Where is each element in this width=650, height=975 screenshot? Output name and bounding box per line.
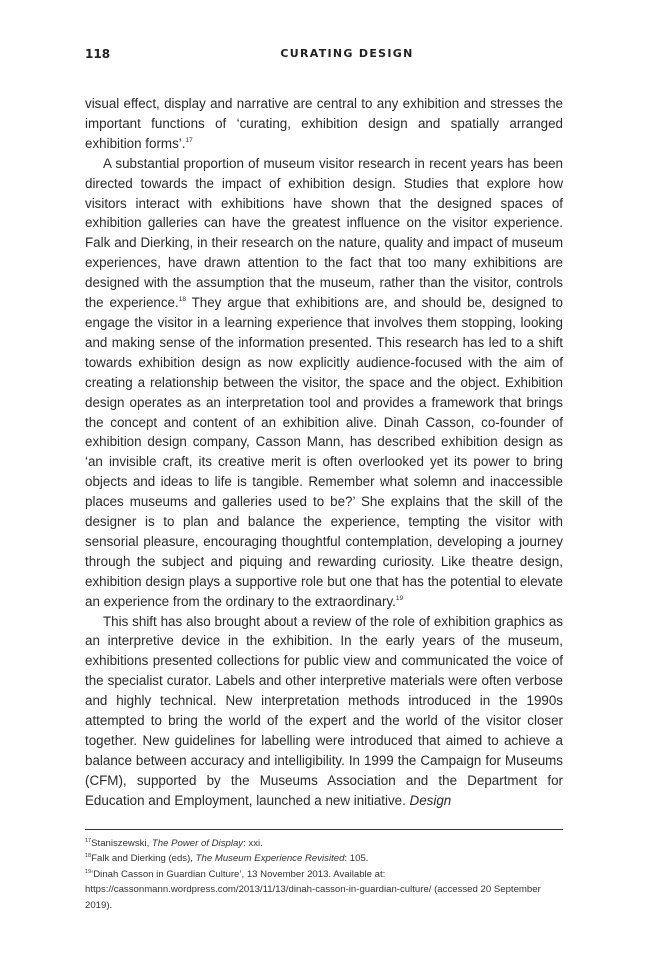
page-header — [85, 47, 565, 65]
text-run: : xxi. — [243, 838, 263, 849]
footnote — [85, 867, 563, 913]
text-run: A substantial proportion of museum visitor research in recent years has been directed towards the impact of exhibition design. Studies that explore how visitors interact with exhibitions have shown that the designed spaces of exhibition galleries can have the greatest influence on the visitor experience. Falk and Dierking, in their research on the nature, quality and impact of museum experiences, have drawn attention to the fact that too many exhibitions are designed with the assumption that the museum, rather than the visitor, controls the experience. — [85, 155, 563, 311]
italic-text: The Power of Display — [151, 838, 244, 849]
footnotes — [85, 836, 563, 913]
footnote-divider — [85, 829, 563, 830]
body-text — [85, 94, 563, 811]
footnote-ref: 17 — [85, 838, 92, 844]
body-paragraph — [85, 154, 563, 612]
body-paragraph — [85, 612, 563, 811]
running-head: CURATING DESIGN — [280, 47, 414, 60]
footnote-ref: 17 — [185, 136, 193, 144]
body-paragraph — [85, 94, 563, 154]
text-run: : 105. — [344, 853, 369, 865]
text-run: Falk and Dierking (eds), — [91, 853, 196, 865]
footnote-ref: 19 — [85, 868, 92, 875]
text-run: They argue that exhibitions are, and should be, designed to engage the visitor in a learning experience that involves them stopping, looking and making sense of the information presented. This research has led to a shift towards exhibition design as now explicitly audience-focused with the aim of creating a relationship between the visitor, the space and the object. Exhibition design operates as an interpretation tool and provides a framework that brings the concept and content of an exhibition alive. Dinah Casson, co-founder of exhibition design company, Casson Mann, has described exhibition design as ‘an invisible craft, its creative merit is often overlooked yet its power to bring objects and ideas to life is tangible. Remember what solemn and inaccessible places museums and galleries used to be?’ She explains that the skill of the designer is to plan and balance the experience, tempting the visitor with sensorial pleasure, encouraging thoughtful contemplation, developing a journey through the subject and piquing and rewarding curiosity. Like theatre design, exhibition design plays a supportive role but one that has the potential to elevate an experience from the ordinary to the extraordinary. — [85, 295, 563, 609]
footnote-ref: 18 — [178, 296, 186, 304]
text-run: This shift has also brought about a review of the role of exhibition graphics as an interpretive device in the exhibition. In the early years of the museum, exhibitions presented collections for public view and communicated the voice of the specialist curator. Labels and other interpretive materials were often verbose and highly technical. New interpretation methods introduced in the 1990s attempted to bring the world of the expert and the world of the visitor closer together. New guidelines for labelling were introduced that aimed to achieve a balance between accuracy and intelligibility. In 1999 the Campaign for Museums (CFM), supported by the Museums Association and the Department for Education and Employment, launched a new initiative. — [85, 613, 563, 808]
text-run: ‘Dinah Casson in Guardian Culture’, 13 November 2013. Available at: https://cassonmann.wordpress.com/2013/11/13/dinah-casson-in-guardian-culture/ (accessed 20 September 2019). — [85, 868, 541, 911]
page-number: 118 — [85, 47, 111, 61]
italic-text: Design — [409, 792, 452, 808]
footnote-ref: 18 — [85, 853, 92, 860]
footnote-ref: 19 — [395, 594, 404, 602]
footnote — [85, 851, 563, 866]
text-run: Staniszewski, — [91, 838, 152, 849]
italic-text: The Museum Experience Revisited — [195, 853, 345, 865]
footnote — [85, 836, 563, 851]
text-run: visual effect, display and narrative are central to any exhibition and stresses the important functions of ‘curating, exhibition design and spatially arranged exhibition forms’. — [85, 96, 563, 151]
